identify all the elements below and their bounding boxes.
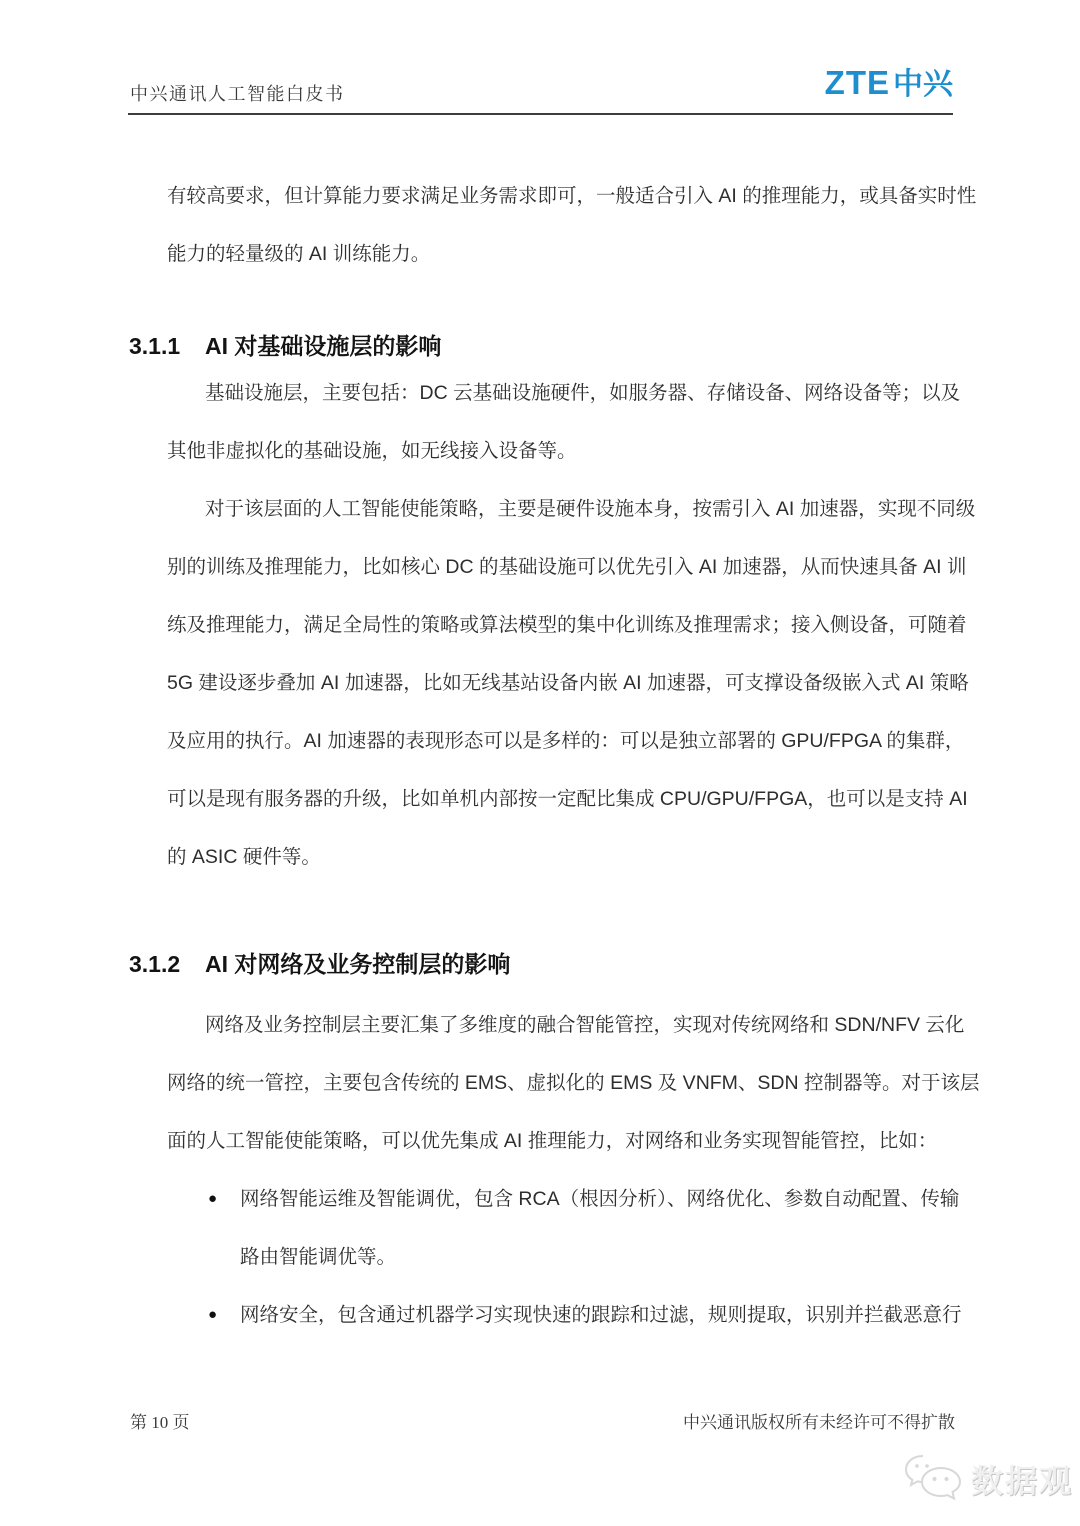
body-line: 有较高要求，但计算能力要求满足业务需求即可，一般适合引入 AI 的推理能力，或具备实时性 xyxy=(167,185,977,207)
bullet-marker-icon: ● xyxy=(208,1306,218,1323)
watermark-text: 数据观 xyxy=(971,1463,1074,1499)
bullet-item xyxy=(167,1286,962,1344)
section-number: 3.1.2 xyxy=(129,951,181,977)
page-number: 第 10 页 xyxy=(130,1413,190,1432)
zte-logo-latin: ZTE xyxy=(824,64,890,101)
page-footer xyxy=(130,1408,955,1433)
body-line: 其他非虚拟化的基础设施，如无线接入设备等。 xyxy=(167,440,577,462)
bullet-item xyxy=(167,1170,962,1286)
bullet-text: 网络安全，包含通过机器学习实现快速的跟踪和过滤，规则提取，识别并拦截恶意行 xyxy=(240,1304,962,1326)
bullet-line: 路由智能调优等。 xyxy=(240,1246,397,1268)
section-title: AI 对基础设施层的影响 xyxy=(205,333,442,359)
body-line: 练及推理能力，满足全局性的策略或算法模型的集中化训练及推理需求；接入侧设备，可随着 xyxy=(167,614,967,636)
paragraph-312-a xyxy=(167,996,980,1170)
body-line: 可以是现有服务器的升级，比如单机内部按一定配比集成 CPU/GPU/FPGA，也可以是支持 AI xyxy=(167,788,968,810)
header-doc-title: 中兴通讯人工智能白皮书 xyxy=(130,84,345,104)
bullet-list xyxy=(167,1170,962,1344)
section-heading-312 xyxy=(129,946,962,982)
body-line: 网络及业务控制层主要汇集了多维度的融合智能管控，实现对传统网络和 SDN/NFV 云化 xyxy=(205,1014,965,1036)
body-line: 的 ASIC 硬件等。 xyxy=(167,846,321,868)
bullet-text: 网络智能运维及智能调优，包含 RCA（根因分析）、网络优化、参数自动配置、传输 xyxy=(240,1188,960,1210)
document-body xyxy=(129,167,980,1344)
section-number: 3.1.1 xyxy=(129,333,181,359)
bullet-line xyxy=(167,1286,962,1344)
paragraph-intro xyxy=(167,167,977,283)
zte-logo-cn: 中兴 xyxy=(893,68,953,101)
bullet-marker-icon: ● xyxy=(208,1190,218,1207)
section-heading-311 xyxy=(129,328,962,364)
watermark xyxy=(901,1452,1073,1506)
body-line: 面的人工智能使能策略，可以优先集成 AI 推理能力，对网络和业务实现智能管控，比如： xyxy=(167,1130,938,1152)
body-line: 5G 建设逐步叠加 AI 加速器，比如无线基站设备内嵌 AI 加速器，可支撑设备级嵌入式 AI 策略 xyxy=(167,672,969,694)
paragraph-311-b xyxy=(167,480,976,886)
body-line: 网络的统一管控，主要包含传统的 EMS、虚拟化的 EMS 及 VNFM、SDN 控制器等。对于该层 xyxy=(167,1072,980,1094)
body-line: 对于该层面的人工智能使能策略，主要是硬件设施本身，按需引入 AI 加速器，实现不同级 xyxy=(205,498,976,520)
body-line: 能力的轻量级的 AI 训练能力。 xyxy=(167,243,431,265)
copyright-notice: 中兴通讯版权所有未经许可不得扩散 xyxy=(683,1413,955,1432)
paragraph-311-a xyxy=(167,364,962,480)
chat-bubbles-icon xyxy=(901,1452,965,1506)
body-line: 及应用的执行。AI 加速器的表现形态可以是多样的：可以是独立部署的 GPU/FPGA 的集群， xyxy=(167,730,965,752)
body-line: 别的训练及推理能力，比如核心 DC 的基础设施可以优先引入 AI 加速器，从而快速具备 AI 训 xyxy=(167,556,967,578)
body-line: 基础设施层，主要包括：DC 云基础设施硬件，如服务器、存储设备、网络设备等；以及 xyxy=(205,382,961,404)
zte-logo xyxy=(825,66,953,100)
bullet-line xyxy=(167,1170,962,1228)
section-title: AI 对网络及业务控制层的影响 xyxy=(205,951,511,977)
header-divider xyxy=(128,113,953,115)
